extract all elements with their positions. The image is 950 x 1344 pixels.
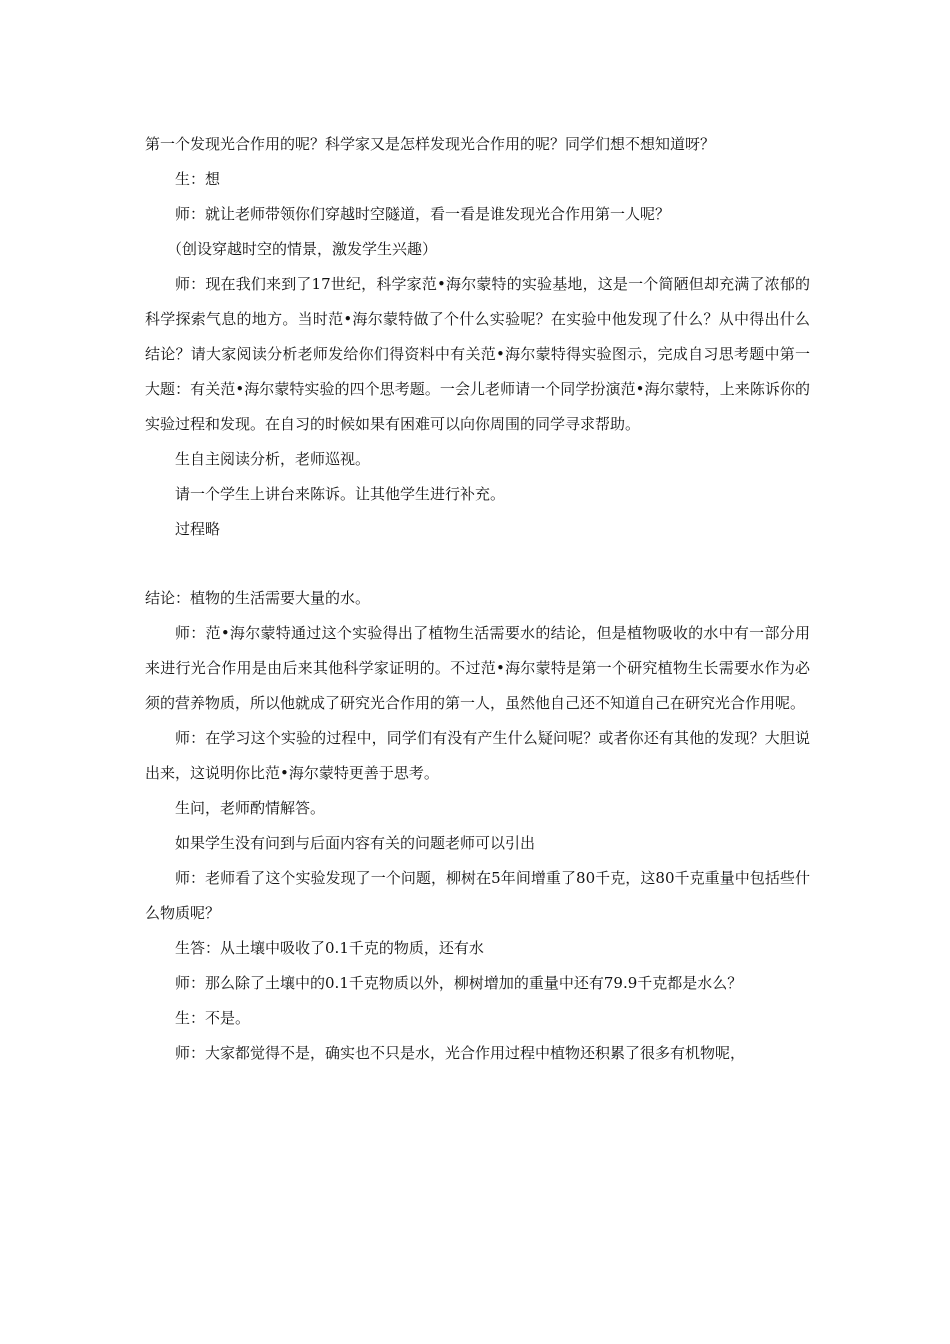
paragraph: 请一个学生上讲台来陈诉。让其他学生进行补充。 <box>175 485 506 503</box>
paragraph: 师：范•海尔蒙特通过这个实验得出了植物生活需要水的结论，但是植物吸收的水中有一部分用来进行光合作用是由后来其他科学家证明的。不过范•海尔蒙特是第一个研究植物生长需要水作为必须的营养物质，所以他就成了研究光合作用的第一人，虽然他自己还不知道自己在研究光合作用呢。 <box>145 624 810 712</box>
paragraph-spacer <box>145 547 810 581</box>
paragraph: 生自主阅读分析，老师巡视。 <box>175 450 371 468</box>
paragraph: 生：不是。 <box>175 1009 251 1027</box>
paragraph: 生：想 <box>175 170 221 188</box>
paragraph: 过程略 <box>175 520 221 538</box>
paragraph: 师：大家都觉得不是，确实也不只是水，光合作用过程中植物还积累了很多有机物呢， <box>175 1044 746 1062</box>
paragraph: 师：现在我们来到了17世纪，科学家范•海尔蒙特的实验基地，这是一个简陋但却充满了浓郁的科学探索气息的地方。当时范•海尔蒙特做了个什么实验呢？在实验中他发现了什么？从中得出什么结论？请大家阅读分析老师发给你们得资料中有关范•海尔蒙特得实验图示，完成自习思考题中第一大题：有关范•海尔蒙特实验的四个思考题。一会儿老师请一个同学扮演范•海尔蒙特，上来陈诉你的实验过程和发现。在自习的时候如果有困难可以向你周围的同学寻求帮助。 <box>145 275 810 433</box>
paragraph: 结论：植物的生活需要大量的水。 <box>145 589 371 607</box>
paragraph: 师：那么除了土壤中的0.1千克物质以外，柳树增加的重量中还有79.9千克都是水么？ <box>175 974 743 992</box>
paragraph: 师：在学习这个实验的过程中，同学们有没有产生什么疑问呢？或者你还有其他的发现？大胆说出来，这说明你比范•海尔蒙特更善于思考。 <box>145 729 810 782</box>
paragraph: （创设穿越时空的情景，激发学生兴趣） <box>167 240 438 258</box>
paragraph: 第一个发现光合作用的呢？科学家又是怎样发现光合作用的呢？同学们想不想知道呀？ <box>145 135 716 153</box>
paragraph: 如果学生没有问到与后面内容有关的问题老师可以引出 <box>175 834 536 852</box>
paragraph: 生问，老师酌情解答。 <box>175 799 326 817</box>
paragraph: 生答：从土壤中吸收了0.1千克的物质，还有水 <box>175 939 484 957</box>
document-body <box>145 127 810 1071</box>
paragraph: 师：就让老师带领你们穿越时空隧道，看一看是谁发现光合作用第一人呢？ <box>175 205 671 223</box>
paragraph: 师：老师看了这个实验发现了一个问题，柳树在5年间增重了80千克，这80千克重量中包括些什么物质呢？ <box>145 869 810 922</box>
